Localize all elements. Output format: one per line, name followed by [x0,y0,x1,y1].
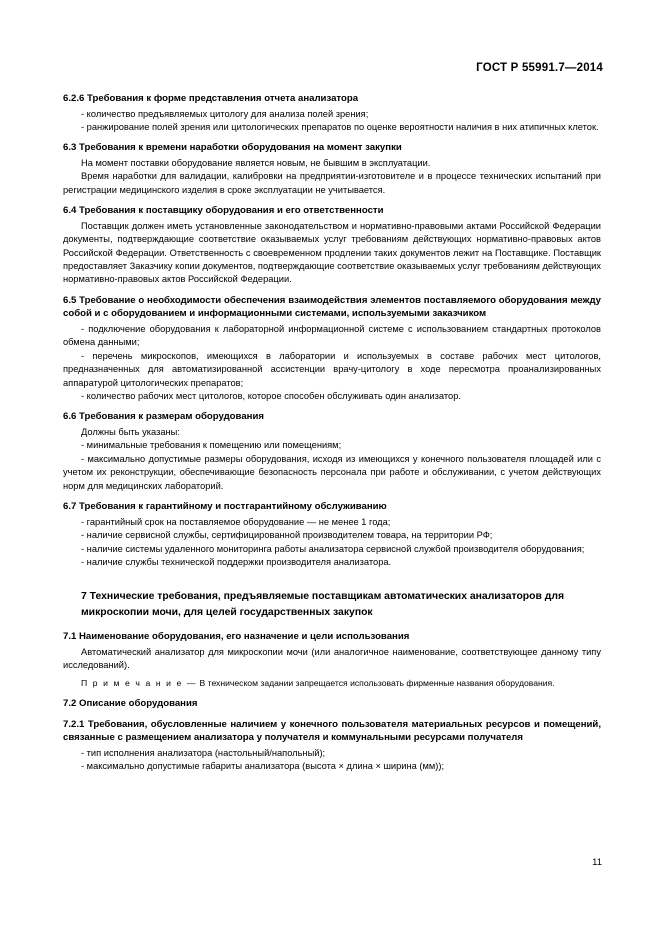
list-item: - тип исполнения анализатора (настольный/напольный); [81,747,326,758]
section-heading: 6.4 Требования к поставщику оборудования и его ответственности [63,205,384,217]
section-heading: 6.6 Требования к размерам оборудования [63,411,264,423]
paragraph: Время наработки для валидации, калибровки на предприятии-изготовителе и в процессе технических испытаний при регистрации медицинского изделия в сроке эксплуатации не учитывается. [63,171,601,195]
paragraph: Должны быть указаны: [81,427,180,438]
list-item: - минимальные требования к помещению или помещениям; [81,440,342,451]
list-item: - гарантийный срок на поставляемое оборудование — не менее 1 года; [81,516,391,527]
section-heading: 7.1 Наименование оборудования, его назначение и цели использования [63,631,410,643]
list-item: - максимально допустимые размеры оборудования, исходя из имеющихся у конечного пользователя площадей или с учетом их реконструкции, обеспечивающие безопасность персонала при работе и обслуживании, с учетом действующих норм для медицинских лабораторий. [63,453,601,491]
list-item: - наличие системы удаленного мониторинга работы анализатора сервисной службой производителя оборудования; [81,543,585,554]
section-heading: 6.7 Требования к гарантийному и постгарантийному обслуживанию [63,501,387,513]
list-item: - перечень микроскопов, имеющихся в лаборатории и используемых в составе рабочих мест цитологов, предназначенных для автоматизированной ассистенции врачу-цитологу в ходе пересмотра проанализированных аппаратурой цитологических препаратов; [63,350,601,388]
paragraph: Автоматический анализатор для микроскопии мочи (или аналогичное наименование, соответствующее данному типу исследований). [63,646,601,671]
document-body [63,92,601,774]
section-heading: 6.5 Требование о необходимости обеспечения взаимодействия элементов поставляемого оборудования между собой и с оборудованием и информационными системами, используемыми заказчиком [63,294,601,320]
list-item: - ранжирование полей зрения или цитологических препаратов по оценке вероятности наличия в них атипичных клеток. [81,122,599,132]
paragraph: Поставщик должен иметь установленные законодательством и нормативно-правовыми актами Российской Федерации документы, подтверждающие соответствие оказываемых услуг требованиям действующих нормативно-правовых актов Российской Федерации. Ответственность с своевременном продлении таких документов лежит на Поставщике. Поставщик предоставляет Заказчику копии документов, подтверждающие соответствие оказываемых услуг требованиям действующих нормативно-правовых актов Российской Федерации. [63,220,602,285]
list-item: - количество предъявляемых цитологу для анализа полей зрения; [81,108,369,119]
paragraph: На момент поставки оборудование является новым, не бывшим в эксплуатации. [81,158,431,168]
page-header-standard-ref: ГОСТ Р 55991.7—2014 [476,62,603,74]
section-heading: 6.2.6 Требования к форме представления отчета анализатора [63,93,359,104]
section-heading: 7.2.1 Требования, обусловленные наличием у конечного пользователя материальных ресурсов и помещений, связанные с размещением анализатора у получателя и коммунальными ресурсами получателя [63,718,601,744]
note-text: В техническом задании запрещается использовать фирменные названия оборудования. [197,677,555,688]
page-number: 11 [592,857,602,868]
list-item: - подключение оборудования к лабораторной информационной системе с использованием стандартных протоколов обмена данными; [63,324,601,348]
chapter-heading: 7 Технические требования, предъявляемые поставщикам автоматических анализаторов для микроскопии мочи, для целей государственных закупок [81,591,565,618]
section-heading: 7.2 Описание оборудования [63,698,198,710]
list-item: - максимально допустимые габариты анализатора (высота × длина × ширина (мм)); [81,761,445,772]
note-label: П р и м е ч а н и е — [81,677,198,688]
note-paragraph [63,677,601,690]
section-heading: 6.3 Требования к времени наработки оборудования на момент закупки [63,142,402,154]
list-item: - наличие службы технической поддержки производителя анализатора. [81,556,392,567]
list-item: - наличие сервисной службы, сертифицированной производителем товара, на территории РФ; [81,530,493,541]
list-item: - количество рабочих мест цитологов, которое способен обслуживать один анализатор. [81,391,461,402]
